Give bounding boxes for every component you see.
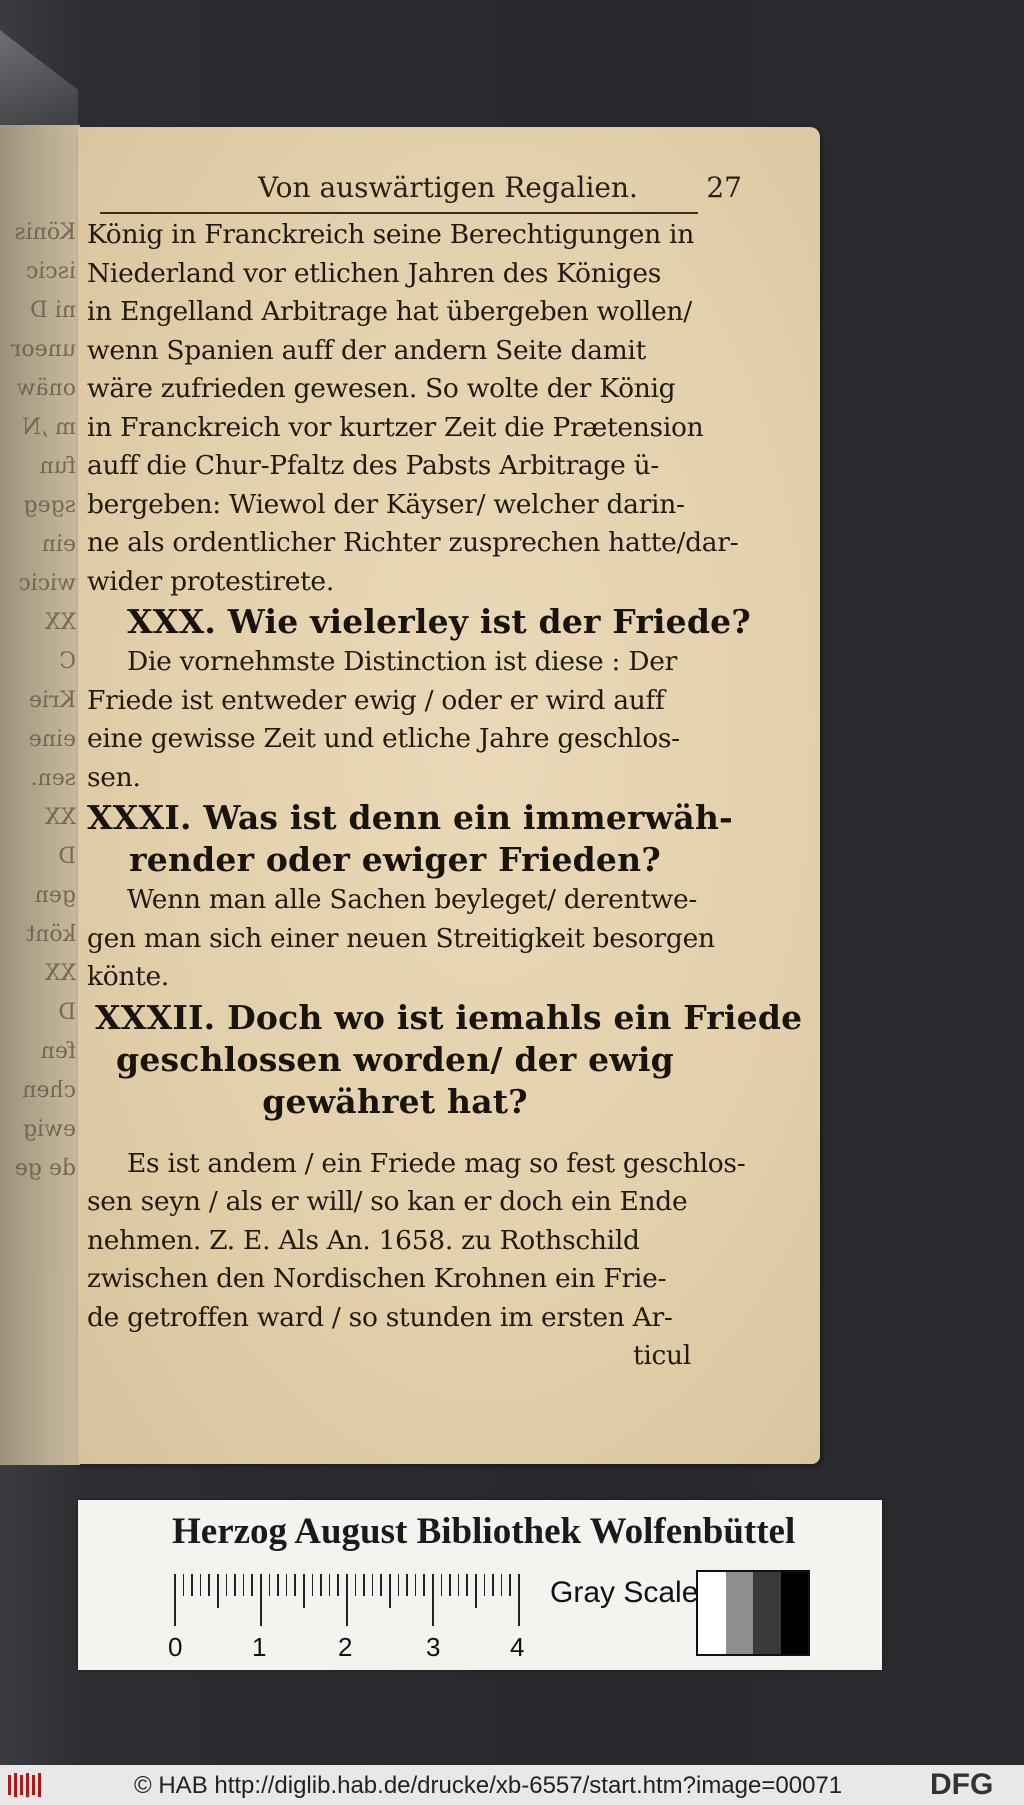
library-color-card <box>78 1500 882 1670</box>
ruler-tick <box>501 1574 503 1596</box>
ruler-tick <box>415 1574 417 1596</box>
ruler-tick <box>277 1574 279 1596</box>
text-line: nehmen. Z. E. Als An. 1658. zu Rothschild <box>87 1224 640 1256</box>
answer-xxxii <box>87 1145 746 1376</box>
ruler-tick <box>260 1574 262 1626</box>
ruler-tick <box>294 1574 296 1596</box>
ghost-text: ein <box>41 532 76 557</box>
ghost-text: könt <box>26 922 76 947</box>
library-name: Herzog August Bibliothek Wolfenbüttel <box>172 1511 796 1552</box>
ghost-text: wicic <box>18 571 76 596</box>
ruler-tick <box>492 1574 494 1596</box>
ghost-text: de ge <box>14 1156 76 1181</box>
ghost-text: sen. <box>30 766 76 791</box>
page-body <box>87 216 803 1376</box>
text-line: de getroffen ward / so stunden im ersten Ar- <box>87 1301 673 1333</box>
ruler-tick <box>423 1574 425 1596</box>
ghost-text: onäw <box>16 376 76 401</box>
ruler-tick <box>475 1574 477 1608</box>
heading-xxxi-line2: render oder ewiger Frieden? <box>129 840 661 879</box>
text-line: wenn Spanien auff der andern Seite damit <box>87 334 646 366</box>
ruler-tick <box>406 1574 408 1596</box>
ruler-tick <box>217 1574 219 1608</box>
ruler-tick <box>398 1574 400 1596</box>
ruler-tick <box>346 1574 348 1626</box>
ruler-label: 0 <box>168 1632 183 1662</box>
text-line: Es ist andem / ein Friede mag so fest geschlos- <box>127 1147 746 1179</box>
ruler-tick <box>355 1574 357 1596</box>
ruler-tick <box>458 1574 460 1596</box>
text-line: Wenn man alle Sachen beyleget/ derentwe- <box>127 884 698 915</box>
ruler-tick <box>286 1574 288 1596</box>
ruler-tick <box>200 1574 202 1596</box>
ruler-tick <box>329 1574 331 1596</box>
ruler-label: 2 <box>338 1632 353 1662</box>
text-line: in Franckreich vor kurtzer Zeit die Prætension <box>87 411 704 443</box>
heading-xxx: XXX. Wie vielerley ist der Friede? <box>127 602 751 641</box>
previous-page-edge <box>0 125 80 1465</box>
text-line: wider protestirete. <box>87 565 334 597</box>
ghost-text: sgeg <box>23 493 76 518</box>
ruler-tick <box>389 1574 391 1608</box>
ruler-tick <box>251 1574 253 1596</box>
ghost-text: ni D <box>30 298 76 323</box>
ruler-tick <box>191 1574 193 1596</box>
ruler-tick <box>303 1574 305 1608</box>
text-line: eine gewisse Zeit und etliche Jahre geschlos- <box>87 723 680 754</box>
grayscale-swatch <box>696 1570 810 1656</box>
text-line: bergeben: Wiewol der Käyser/ welcher darin- <box>87 488 685 520</box>
ghost-text: uneor <box>10 337 76 362</box>
text-line: Friede ist entweder ewig / oder er wird auff <box>87 684 665 716</box>
text-line: Die vornehmste Distinction ist diese : Der <box>127 646 677 677</box>
ruler-tick <box>509 1574 511 1596</box>
text-line: könte. <box>87 961 170 992</box>
ruler-label: 1 <box>252 1632 267 1662</box>
ghost-text: XX <box>44 610 76 635</box>
running-title: Von auswärtigen Regalien. <box>258 171 638 204</box>
ruler-tick <box>466 1574 468 1596</box>
grayscale-patch <box>726 1572 754 1654</box>
ruler-tick <box>320 1574 322 1596</box>
grayscale-patch <box>781 1572 809 1654</box>
ruler-tick <box>234 1574 236 1596</box>
ruler-tick <box>441 1574 443 1596</box>
heading-xxxii-line1: XXXII. Doch wo ist iemahls ein Friede <box>95 997 803 1037</box>
footer-bar <box>0 1765 1024 1805</box>
ghost-text: C <box>59 649 76 674</box>
text-line: gen man sich einer neuen Streitigkeit besorgen <box>87 922 715 954</box>
answer-xxxi <box>87 881 715 997</box>
page-header <box>178 167 748 209</box>
text-line: sen seyn / als er will/ so kan er doch ein Ende <box>87 1186 688 1217</box>
heading-xxxii-line3: gewähret hat? <box>262 1081 528 1121</box>
ruler-tick <box>518 1574 520 1626</box>
ghost-text: D <box>58 1000 76 1025</box>
ghost-text: XX <box>44 961 76 986</box>
ruler-tick <box>449 1574 451 1596</box>
ghost-text: Könis <box>14 220 76 245</box>
ghost-text: chen <box>22 1078 76 1103</box>
hab-logo-icon <box>6 1771 46 1799</box>
ruler-tick <box>226 1574 228 1596</box>
ruler-tick <box>372 1574 374 1596</box>
ruler-tick <box>208 1574 210 1596</box>
ghost-text: ewig <box>23 1117 76 1142</box>
ruler-tick <box>183 1574 185 1596</box>
text-line: Niederland vor etlichen Jahren des Königes <box>87 257 661 289</box>
ruler-tick <box>243 1574 245 1596</box>
ruler-label: 4 <box>510 1632 525 1662</box>
text-line: zwischen den Nordischen Krohnen ein Frie- <box>87 1263 667 1294</box>
catchword: ticul <box>632 1340 691 1371</box>
grayscale-patch <box>753 1572 781 1654</box>
ruler-tick <box>269 1574 271 1596</box>
ghost-text: Krie <box>28 688 76 713</box>
text-line: wäre zufrieden gewesen. So wolte der König <box>87 373 676 404</box>
dfg-logo: DFG <box>930 1768 994 1801</box>
answer-xxx <box>87 643 703 797</box>
ghost-text: gen <box>34 883 76 908</box>
ghost-text: m ,N <box>21 415 76 440</box>
ruler-tick <box>337 1574 339 1596</box>
ruler-tick <box>312 1574 314 1596</box>
header-rule <box>100 212 698 214</box>
grayscale-label: Gray Scale <box>550 1576 699 1609</box>
ruler-labels <box>168 1632 548 1664</box>
ghost-text: fun <box>39 454 76 479</box>
ghost-text: fen <box>40 1039 76 1064</box>
heading-xxxi-line1: XXXI. Was ist denn ein immerwäh- <box>87 798 733 837</box>
text-line: König in Franckreich seine Berechtigungen in <box>87 219 694 250</box>
ghost-text: D <box>58 844 76 869</box>
ruler-tick <box>484 1574 486 1596</box>
ghost-text: eine <box>28 727 76 752</box>
grayscale-patch <box>698 1572 726 1654</box>
text-line: auff die Chur-Pfaltz des Pabsts Arbitrage ü- <box>87 450 660 481</box>
ghost-text: XX <box>44 805 76 830</box>
source-url[interactable]: © HAB http://diglib.hab.de/drucke/xb-6557/start.htm?image=00071 <box>134 1772 843 1799</box>
text-line: sen. <box>87 761 141 793</box>
text-line: in Engelland Arbitrage hat übergeben wollen/ <box>87 296 692 327</box>
ruler-tick <box>432 1574 434 1626</box>
ruler-label: 3 <box>426 1632 441 1662</box>
text-line: ne als ordentlicher Richter zusprechen hatte/dar- <box>87 527 739 558</box>
ruler-tick <box>363 1574 365 1596</box>
page-number: 27 <box>706 171 742 204</box>
ruler-tick <box>174 1574 176 1626</box>
heading-xxxii-line2: geschlossen worden/ der ewig <box>116 1039 674 1079</box>
ghost-text: iscic <box>25 259 76 284</box>
paragraph-intro <box>87 216 739 601</box>
ruler-scale <box>174 1574 534 1628</box>
ruler-tick <box>380 1574 382 1596</box>
